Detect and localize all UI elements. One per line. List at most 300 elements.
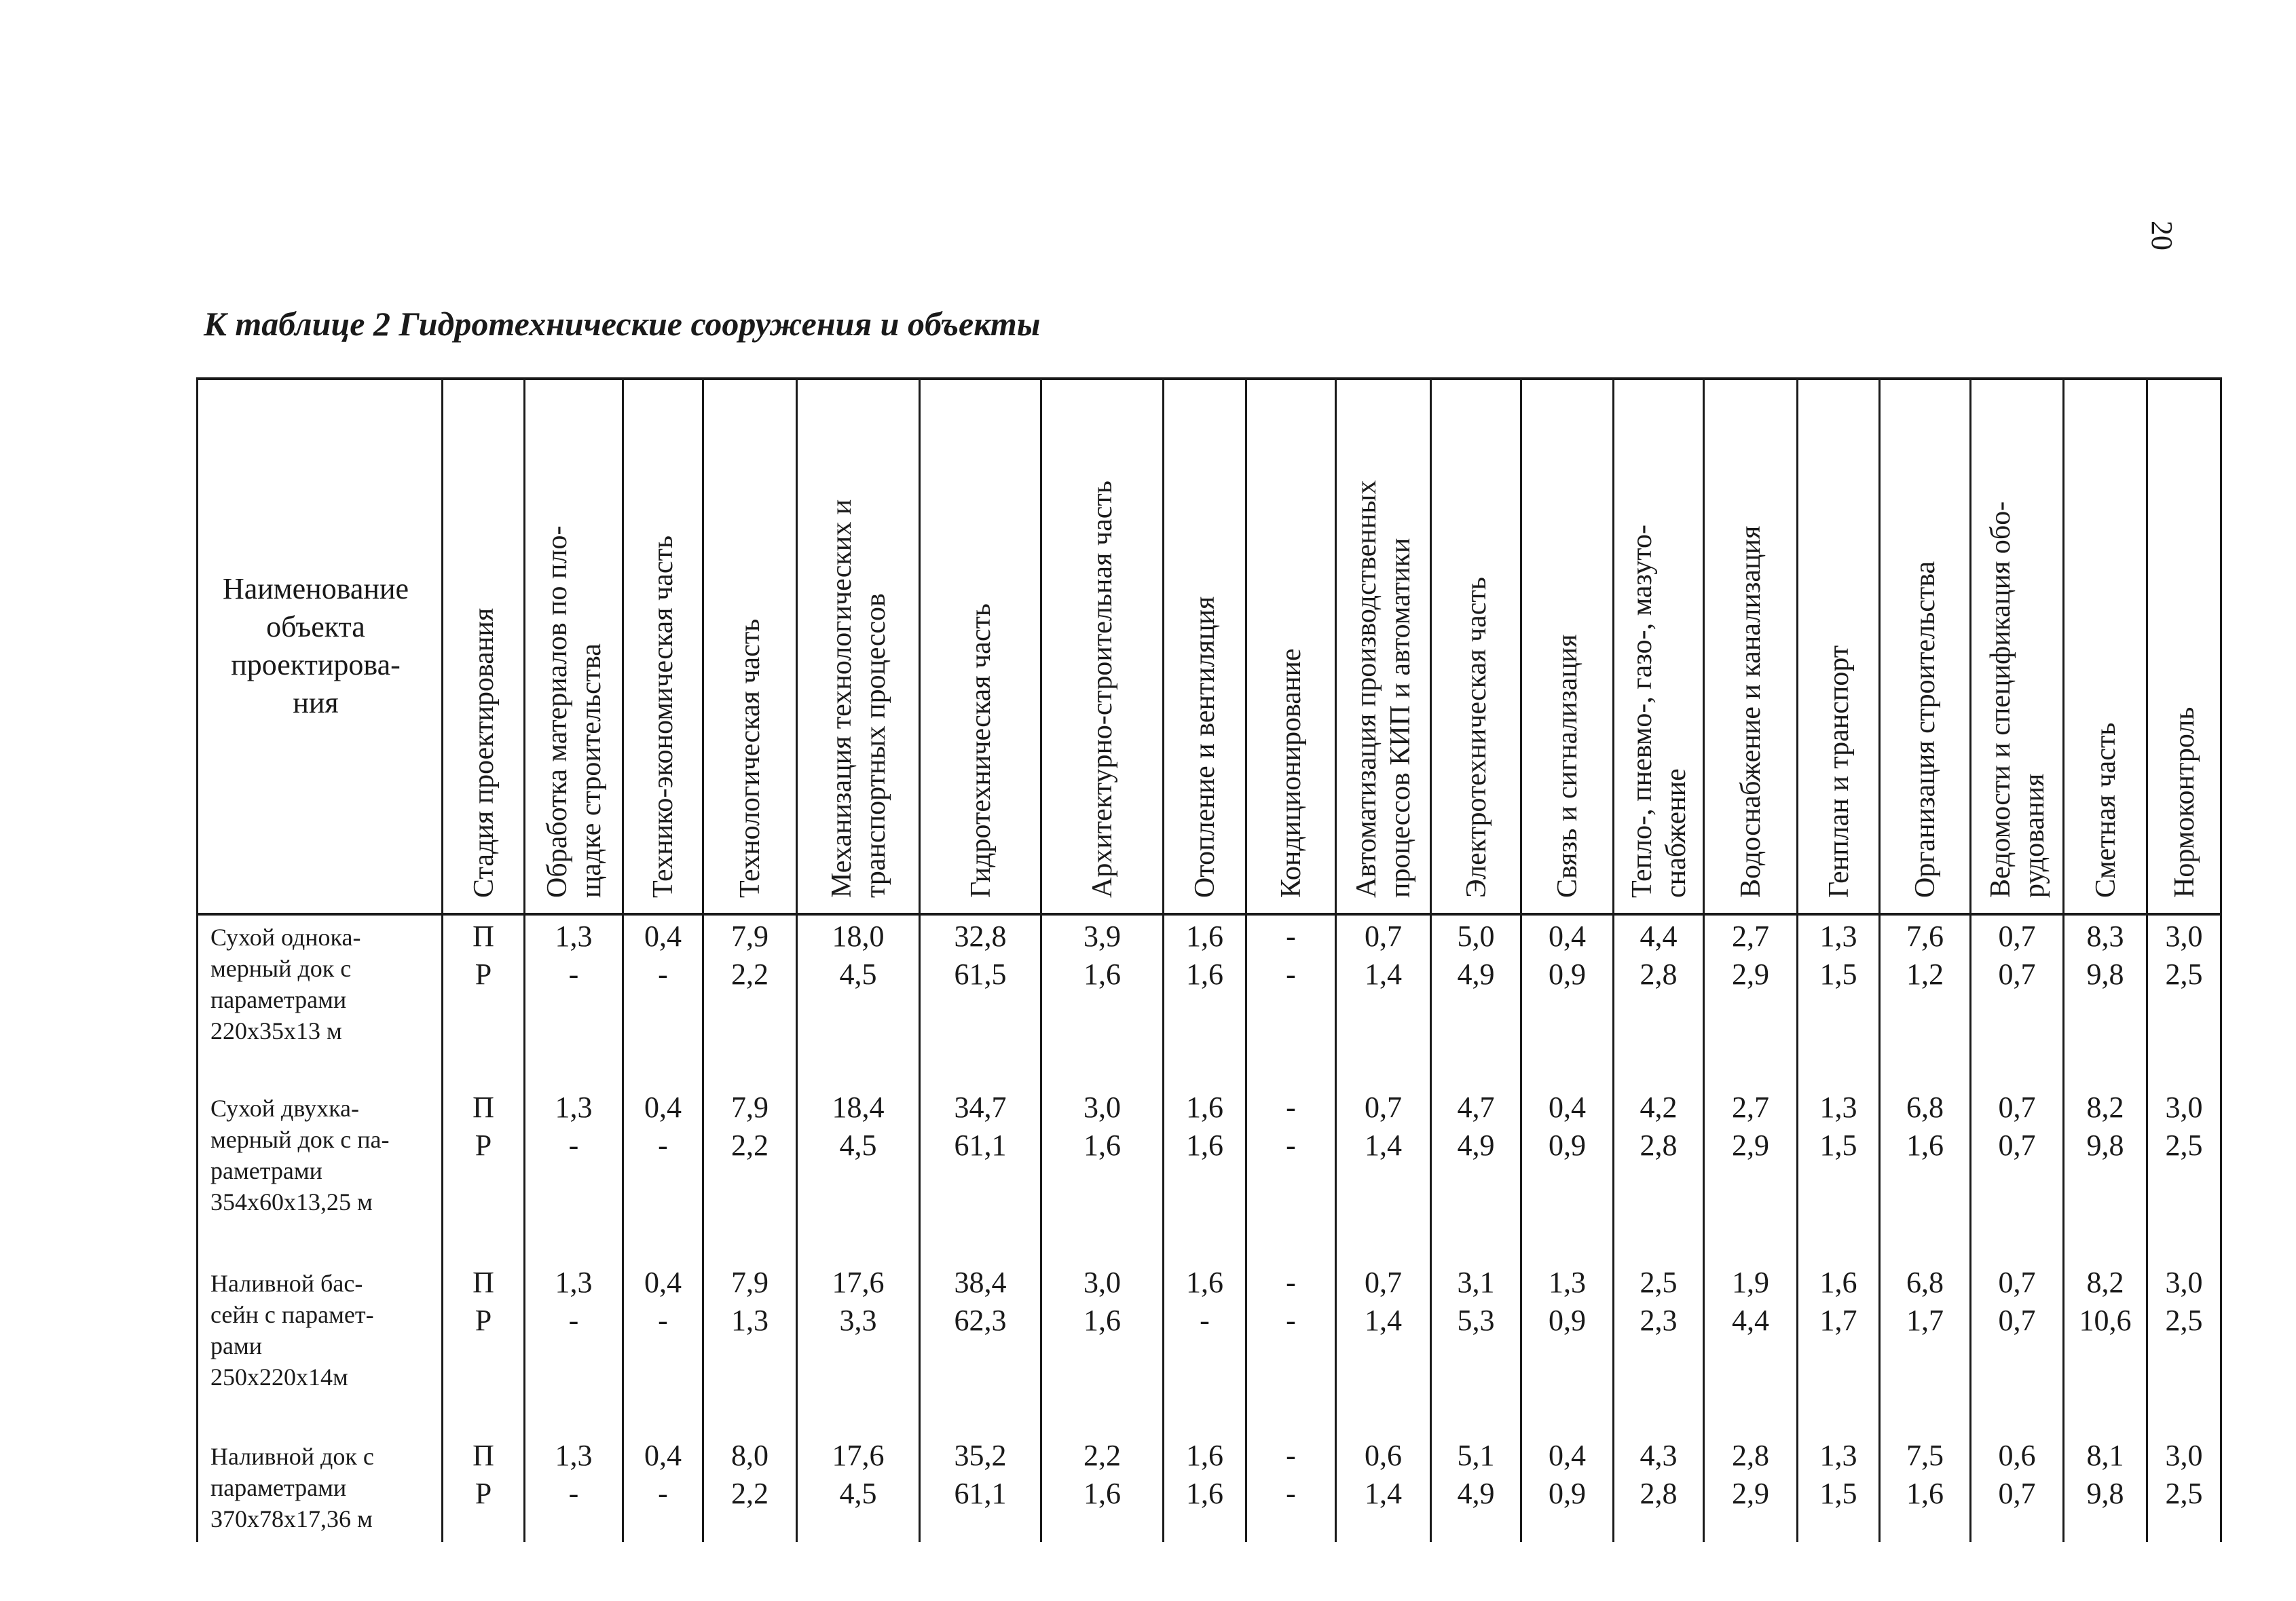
name-header-line: Наименование [222, 572, 409, 605]
cell-value: 1,6 [1186, 1266, 1223, 1299]
column-header-line: Механизация технологических и [826, 499, 857, 898]
table-cell [1522, 1264, 1612, 1340]
table-cell [1614, 1437, 1703, 1513]
object-name [210, 1441, 374, 1534]
cell-value: 0,4 [644, 1439, 682, 1472]
column-header [1822, 645, 1856, 898]
table-cell [1432, 1437, 1520, 1513]
cell-value: 2,2 [731, 1129, 769, 1162]
object-name [210, 922, 360, 1047]
cell-value: 9,8 [2086, 1129, 2124, 1162]
column-header [467, 608, 501, 898]
cell-value: 0,7 [1998, 958, 2036, 991]
cell-value: 0,6 [1998, 1439, 2036, 1472]
table-cell [443, 1264, 523, 1340]
cell-value: 0,4 [644, 1091, 682, 1124]
cell-value: 6,8 [1906, 1266, 1944, 1299]
column-header [1984, 502, 2052, 898]
cell-value: Р [475, 1129, 492, 1162]
table-cell [525, 1264, 622, 1340]
table-cell [1881, 918, 1969, 994]
column-divider [2220, 377, 2222, 1542]
cell-value: 2,5 [2165, 1304, 2203, 1337]
object-name-line: 354х60х13,25 м [210, 1188, 373, 1216]
table-cell [1881, 1437, 1969, 1513]
table-cell [921, 1264, 1040, 1340]
cell-value: - [568, 1304, 579, 1337]
table-cell [1881, 1089, 1969, 1165]
table-cell [921, 918, 1040, 994]
cell-value: 1,6 [1186, 958, 1223, 991]
cell-value: 4,3 [1640, 1439, 1678, 1472]
table-cell [1522, 1437, 1612, 1513]
cell-value: 1,6 [1084, 1304, 1121, 1337]
cell-value: - [1286, 1129, 1296, 1162]
cell-value: П [473, 1439, 494, 1472]
table-cell [1432, 918, 1520, 994]
column-header [1908, 561, 1942, 898]
object-name-line: сейн с парамет- [210, 1301, 374, 1328]
column-header [2089, 723, 2123, 898]
cell-value: 1,3 [555, 920, 593, 953]
cell-value: 0,7 [1365, 920, 1402, 953]
table-cell [525, 1437, 622, 1513]
table-cell [1705, 1437, 1796, 1513]
table-cell [1164, 1437, 1245, 1513]
table-caption: К таблице 2 Гидротехнические сооружения и объекты [204, 305, 1041, 343]
table-cell [704, 1264, 796, 1340]
table-cell [1614, 1264, 1703, 1340]
table-cell [624, 918, 702, 994]
table-cell [1337, 918, 1430, 994]
cell-value: 1,3 [555, 1439, 593, 1472]
column-header [1460, 577, 1494, 898]
cell-value: - [1286, 1439, 1296, 1472]
object-name-line: Сухой однока- [210, 924, 361, 951]
cell-value: 9,8 [2086, 1477, 2124, 1510]
column-header [964, 603, 998, 898]
cell-value: 8,0 [731, 1439, 769, 1472]
table-cell [1247, 1264, 1335, 1340]
object-name-line: 220х35х13 м [210, 1017, 342, 1044]
column-header [1274, 648, 1308, 898]
cell-value: - [1286, 1091, 1296, 1124]
table-cell [1705, 918, 1796, 994]
table-cell [624, 1089, 702, 1165]
cell-value: - [1200, 1304, 1210, 1337]
cell-value: 17,6 [832, 1439, 885, 1472]
column-header-line: Электротехническая часть [1461, 577, 1492, 898]
column-header-line: процессов КИП и автоматики [1385, 538, 1416, 898]
column-header-line: Архитектурно-строительная часть [1087, 481, 1118, 898]
cell-value: 3,0 [1084, 1091, 1121, 1124]
object-name-line: мерный док с [210, 955, 352, 982]
table-cell [443, 1437, 523, 1513]
column-header [733, 619, 767, 898]
cell-value: 1,3 [1819, 1439, 1857, 1472]
cell-value: 2,7 [1732, 920, 1769, 953]
cell-value: - [1286, 958, 1296, 991]
table-cell [1337, 1264, 1430, 1340]
cell-value: 1,6 [1186, 1091, 1223, 1124]
cell-value: 2,8 [1640, 1129, 1678, 1162]
cell-value: 35,2 [954, 1439, 1007, 1472]
cell-value: 1,6 [1906, 1129, 1944, 1162]
table-cell [1705, 1264, 1796, 1340]
table-cell [1164, 918, 1245, 994]
name-column-header [198, 570, 433, 722]
cell-value: 3,1 [1457, 1266, 1495, 1299]
column-header-line: Отопление и вентиляция [1189, 596, 1221, 898]
cell-value: 2,5 [2165, 958, 2203, 991]
cell-value: 0,7 [1365, 1091, 1402, 1124]
cell-value: 1,3 [555, 1091, 593, 1124]
cell-value: 3,0 [2165, 920, 2203, 953]
table-cell [1042, 1264, 1162, 1340]
column-header-line: Автоматизация производственных [1351, 480, 1382, 898]
cell-value: 2,8 [1640, 958, 1678, 991]
cell-value: 8,2 [2086, 1091, 2124, 1124]
object-name-line: Наливной док с [210, 1443, 374, 1470]
cell-value: Р [475, 1477, 492, 1510]
column-header [825, 500, 893, 898]
cell-value: 1,6 [1186, 1477, 1223, 1510]
table-cell [704, 1437, 796, 1513]
cell-value: 1,6 [1819, 1266, 1857, 1299]
cell-value: 0,4 [1549, 1091, 1586, 1124]
cell-value: 4,7 [1457, 1091, 1495, 1124]
cell-value: 1,6 [1906, 1477, 1944, 1510]
cell-value: 1,2 [1906, 958, 1944, 991]
table-cell [798, 1264, 919, 1340]
column-header-line: Тепло-, пневмо-, газо-, мазуто- [1627, 524, 1658, 898]
object-name-line: Сухой двухка- [210, 1095, 360, 1122]
cell-value: 0,9 [1549, 1477, 1586, 1510]
table-cell [1614, 918, 1703, 994]
table-cell [1798, 1437, 1878, 1513]
table-cell [798, 918, 919, 994]
table-cell [1042, 1437, 1162, 1513]
cell-value: 2,7 [1732, 1091, 1769, 1124]
column-header-line: Нормоконтроль [2169, 707, 2200, 898]
cell-value: 38,4 [954, 1266, 1007, 1299]
cell-value: 1,3 [1819, 1091, 1857, 1124]
cell-value: 4,2 [1640, 1091, 1678, 1124]
cell-value: 1,4 [1365, 1129, 1402, 1162]
column-header-line: Организация строительства [1910, 561, 1941, 898]
column-header-line: Связь и сигнализация [1552, 634, 1583, 898]
column-header-line: щадке строительства [576, 643, 607, 898]
column-header [1551, 634, 1585, 898]
cell-value: П [473, 920, 494, 953]
cell-value: 4,9 [1457, 1477, 1495, 1510]
cell-value: 5,1 [1457, 1439, 1495, 1472]
cell-value: 1,3 [555, 1266, 593, 1299]
cell-value: 9,8 [2086, 958, 2124, 991]
object-name-line: Наливной бас- [210, 1270, 363, 1297]
table-cell [1705, 1089, 1796, 1165]
column-header-line: снабжение [1661, 768, 1692, 898]
cell-value: 8,2 [2086, 1266, 2124, 1299]
cell-value: 2,5 [2165, 1129, 2203, 1162]
object-name [210, 1268, 374, 1393]
cell-value: 2,5 [1640, 1266, 1678, 1299]
column-header-line: Генплан и транспорт [1823, 645, 1855, 898]
table-cell [525, 918, 622, 994]
table-cell [1798, 1089, 1878, 1165]
cell-value: 18,4 [832, 1091, 885, 1124]
cell-value: 1,4 [1365, 1304, 1402, 1337]
table-cell [2148, 1089, 2220, 1165]
cell-value: П [473, 1266, 494, 1299]
object-name [210, 1093, 390, 1218]
cell-value: 0,7 [1365, 1266, 1402, 1299]
table-cell [1522, 1089, 1612, 1165]
cell-value: 1,6 [1186, 920, 1223, 953]
table-cell [443, 918, 523, 994]
column-header [2168, 707, 2202, 898]
table-cell [1247, 1437, 1335, 1513]
column-header [646, 535, 680, 898]
cell-value: - [1286, 1266, 1296, 1299]
column-header-line: Водоснабжение и канализация [1735, 525, 1766, 898]
cell-value: 2,9 [1732, 1129, 1769, 1162]
column-header-line: Ведомости и спецификация обо- [1985, 501, 2016, 898]
cell-value: 3,0 [2165, 1091, 2203, 1124]
name-header-line: объекта [266, 610, 365, 643]
header-bottom-border [196, 913, 2222, 916]
cell-value: 1,4 [1365, 958, 1402, 991]
table-cell [2064, 1264, 2146, 1340]
table-cell [624, 1437, 702, 1513]
cell-value: 1,5 [1819, 1477, 1857, 1510]
cell-value: 0,7 [1998, 1266, 2036, 1299]
cell-value: - [658, 1129, 668, 1162]
table-cell [1042, 918, 1162, 994]
table-cell [2064, 918, 2146, 994]
name-header-line: проектирова- [231, 648, 401, 681]
column-header [1734, 526, 1768, 898]
column-header-line: Технологическая часть [735, 618, 766, 898]
cell-value: - [658, 1304, 668, 1337]
table-cell [1881, 1264, 1969, 1340]
cell-value: 3,9 [1084, 920, 1121, 953]
page-number: 20 [2145, 221, 2179, 250]
cell-value: 0,7 [1998, 920, 2036, 953]
table-cell [798, 1437, 919, 1513]
table-cell [1164, 1089, 1245, 1165]
cell-value: 1,3 [731, 1304, 769, 1337]
cell-value: 62,3 [954, 1304, 1007, 1337]
cell-value: 1,3 [1819, 920, 1857, 953]
cell-value: 4,9 [1457, 958, 1495, 991]
cell-value: 0,4 [644, 920, 682, 953]
table-cell [624, 1264, 702, 1340]
object-name-line: мерный док с па- [210, 1126, 390, 1153]
table-cell [2148, 1264, 2220, 1340]
object-name-line: 370х78х17,36 м [210, 1505, 373, 1532]
table-cell [1614, 1089, 1703, 1165]
cell-value: 1,6 [1084, 1477, 1121, 1510]
cell-value: 1,6 [1084, 958, 1121, 991]
cell-value: 0,7 [1998, 1129, 2036, 1162]
table-cell [2064, 1089, 2146, 1165]
cell-value: 4,5 [839, 1129, 877, 1162]
cell-value: 18,0 [832, 920, 885, 953]
cell-value: 7,9 [731, 920, 769, 953]
cell-value: 2,8 [1640, 1477, 1678, 1510]
table-cell [704, 1089, 796, 1165]
table-cell [1247, 918, 1335, 994]
cell-value: 34,7 [954, 1091, 1007, 1124]
cell-value: 61,5 [954, 958, 1007, 991]
cell-value: 1,5 [1819, 1129, 1857, 1162]
cell-value: 4,9 [1457, 1129, 1495, 1162]
table-cell [1337, 1437, 1430, 1513]
cell-value: - [1286, 1304, 1296, 1337]
object-name-line: 250х220х14м [210, 1363, 348, 1391]
cell-value: 2,5 [2165, 1477, 2203, 1510]
object-name-line: параметрами [210, 1474, 347, 1501]
cell-value: - [1286, 920, 1296, 953]
cell-value: 4,4 [1732, 1304, 1769, 1337]
column-header-line: рудования [2019, 773, 2050, 898]
table-cell [1432, 1089, 1520, 1165]
cell-value: 6,8 [1906, 1091, 1944, 1124]
cell-value: - [568, 1129, 579, 1162]
cell-value: 5,0 [1457, 920, 1495, 953]
cell-value: 0,7 [1998, 1304, 2036, 1337]
cell-value: 1,5 [1819, 958, 1857, 991]
cell-value: 0,4 [644, 1266, 682, 1299]
column-header-line: Гидротехническая часть [965, 603, 997, 898]
table-cell [921, 1437, 1040, 1513]
column-header [1188, 597, 1222, 898]
cell-value: 17,6 [832, 1266, 885, 1299]
table-cell [1971, 918, 2062, 994]
cell-value: 2,3 [1640, 1304, 1678, 1337]
table-cell [525, 1089, 622, 1165]
table-cell [1432, 1264, 1520, 1340]
column-header [1625, 525, 1693, 898]
cell-value: 0,4 [1549, 920, 1586, 953]
table-cell [1337, 1089, 1430, 1165]
cell-value: 61,1 [954, 1129, 1007, 1162]
table-cell [1247, 1089, 1335, 1165]
cell-value: 32,8 [954, 920, 1007, 953]
cell-value: 7,5 [1906, 1439, 1944, 1472]
column-header-line: Технико-экономическая часть [648, 535, 679, 898]
cell-value: 10,6 [2079, 1304, 2132, 1337]
cell-value: 2,9 [1732, 958, 1769, 991]
cell-value: 3,0 [2165, 1439, 2203, 1472]
table-cell [1798, 918, 1878, 994]
cell-value: 7,9 [731, 1091, 769, 1124]
cell-value: 1,6 [1186, 1129, 1223, 1162]
cell-value: 1,4 [1365, 1477, 1402, 1510]
name-header-line: ния [293, 686, 339, 719]
cell-value: Р [475, 958, 492, 991]
table-cell [443, 1089, 523, 1165]
cell-value: 7,9 [731, 1266, 769, 1299]
cell-value: - [568, 958, 579, 991]
column-header [1350, 481, 1418, 898]
cell-value: 1,7 [1906, 1304, 1944, 1337]
object-name-line: рами [210, 1332, 263, 1359]
cell-value: 0,7 [1998, 1091, 2036, 1124]
table-cell [1971, 1437, 2062, 1513]
cell-value: 1,3 [1549, 1266, 1586, 1299]
cell-value: 2,2 [731, 1477, 769, 1510]
cell-value: П [473, 1091, 494, 1124]
table-cell [2148, 1437, 2220, 1513]
cell-value: 2,9 [1732, 1477, 1769, 1510]
column-header-line: транспортных процессов [860, 593, 891, 898]
cell-value: 3,3 [839, 1304, 877, 1337]
cell-value: 0,9 [1549, 958, 1586, 991]
cell-value: 3,0 [1084, 1266, 1121, 1299]
table-cell [1971, 1264, 2062, 1340]
cell-value: 1,9 [1732, 1266, 1769, 1299]
cell-value: 4,5 [839, 958, 877, 991]
column-header-line: Кондиционирование [1276, 648, 1307, 898]
table-cell [1522, 918, 1612, 994]
table-cell [798, 1089, 919, 1165]
column-header [1086, 481, 1119, 898]
table-cell [1971, 1089, 2062, 1165]
cell-value: 1,7 [1819, 1304, 1857, 1337]
table-cell [2148, 918, 2220, 994]
column-header-line: Стадия проектирования [468, 607, 500, 898]
column-header-line: Сметная часть [2090, 722, 2122, 898]
cell-value: 61,1 [954, 1477, 1007, 1510]
table-cell [1798, 1264, 1878, 1340]
cell-value: 0,9 [1549, 1129, 1586, 1162]
object-name-line: раметрами [210, 1157, 322, 1184]
cell-value: 2,8 [1732, 1439, 1769, 1472]
table-cell [1164, 1264, 1245, 1340]
cell-value: 7,6 [1906, 920, 1944, 953]
cell-value: 4,4 [1640, 920, 1678, 953]
cell-value: - [658, 958, 668, 991]
column-header [540, 526, 608, 898]
cell-value: 2,2 [1084, 1439, 1121, 1472]
cell-value: 3,0 [2165, 1266, 2203, 1299]
table-cell [921, 1089, 1040, 1165]
table-cell [1042, 1089, 1162, 1165]
cell-value: 0,6 [1365, 1439, 1402, 1472]
cell-value: 8,3 [2086, 920, 2124, 953]
cell-value: 0,9 [1549, 1304, 1586, 1337]
table-cell [2064, 1437, 2146, 1513]
cell-value: 4,5 [839, 1477, 877, 1510]
cell-value: 5,3 [1457, 1304, 1495, 1337]
cell-value: 2,2 [731, 958, 769, 991]
column-divider [196, 377, 198, 1542]
cell-value: 1,6 [1084, 1129, 1121, 1162]
cell-value: Р [475, 1304, 492, 1337]
cell-value: 1,6 [1186, 1439, 1223, 1472]
table-top-border [196, 377, 2222, 380]
table-cell [704, 918, 796, 994]
cell-value: - [658, 1477, 668, 1510]
cell-value: 0,4 [1549, 1439, 1586, 1472]
object-name-line: параметрами [210, 986, 347, 1013]
cell-value: - [568, 1477, 579, 1510]
cell-value: 0,7 [1998, 1477, 2036, 1510]
column-header-line: Обработка материалов по пло- [542, 525, 573, 898]
cell-value: - [1286, 1477, 1296, 1510]
